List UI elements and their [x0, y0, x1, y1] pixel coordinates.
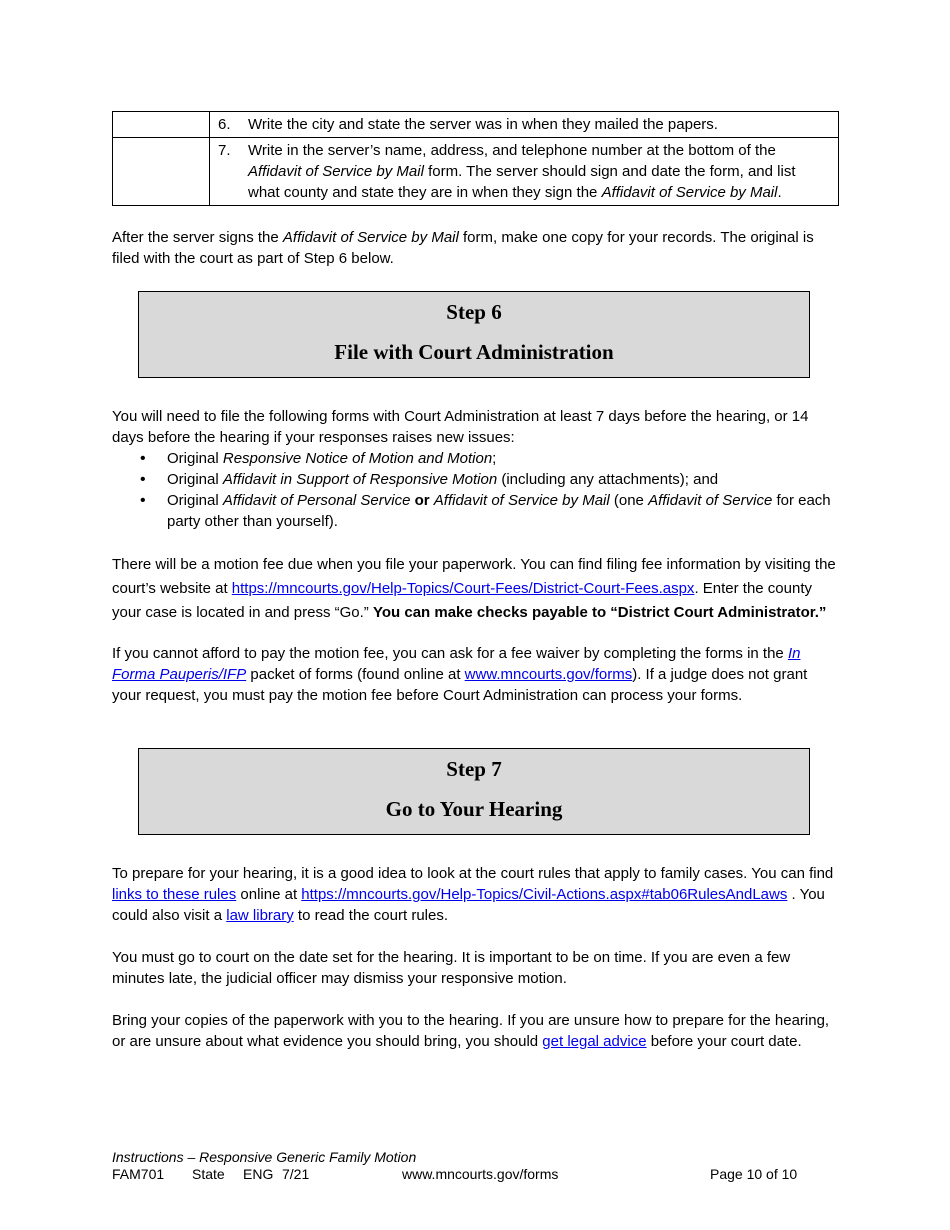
step6-heading-box: [138, 291, 810, 378]
footer-language: ENG: [243, 1166, 274, 1182]
footer-title: Instructions – Responsive Generic Family Motion: [112, 1149, 417, 1165]
fee-waiver-paragraph: If you cannot afford to pay the motion fee, you can ask for a fee waiver by completing the forms in the In Forma Pauperis/IFP packet of forms (found online at www.mncourts.gov/forms). If a judge does not grant your request, you must pay the motion fee before Court Administration can process your forms.: [112, 645, 808, 704]
instructions-table: [112, 111, 839, 206]
ifp-link[interactable]: In Forma Pauperis/IFP: [112, 645, 801, 683]
page-footer: [112, 1149, 839, 1183]
step7-number: Step 7: [446, 757, 502, 781]
table-row: [113, 138, 839, 206]
step7-heading-box: [138, 748, 810, 835]
law-library-link[interactable]: law library: [226, 907, 294, 924]
fee-paragraph: There will be a motion fee due when you file your paperwork. You can find filing fee information by visiting the court’s website at https://mncourts.gov/Help-Topics/Court-Fees/District-Court-Fees.aspx. Enter the county your case is located in and press “Go.” You can make checks payable to “District Court Administrator.”: [112, 556, 836, 621]
step6-title: File with Court Administration: [334, 340, 614, 364]
page-content: [112, 111, 839, 1052]
legal-advice-link[interactable]: get legal advice: [542, 1033, 647, 1050]
footer-page-number: Page 10 of 10: [710, 1166, 798, 1182]
bring-paperwork-paragraph: Bring your copies of the paperwork with you to the hearing. If you are unsure how to prepare for the hearing, or are unsure about what evidence you should bring, you should get legal advice before your court date.: [112, 1012, 830, 1050]
step-text: Write in the server’s name, address, and telephone number at the bottom of the Affidavit of Service by Mail form. The server should sign and date the form, and list what county and state they are in when they sign the Affidavit of Service by Mail.: [248, 142, 796, 201]
step-number: 6.: [218, 116, 231, 133]
court-fees-link[interactable]: https://mncourts.gov/Help-Topics/Court-Fees/District-Court-Fees.aspx: [231, 580, 695, 597]
rules-link[interactable]: links to these rules: [112, 886, 237, 903]
prepare-paragraph: To prepare for your hearing, it is a good idea to look at the court rules that apply to family cases. You can find links to these rules online at https://mncourts.gov/Help-Topics/Civil-Actions.aspx#tab06RulesAndLaws . You could also visit a law library to read the court rules.: [112, 865, 834, 924]
step6-number: Step 6: [446, 300, 502, 324]
forms-list: [112, 448, 839, 532]
footer-date: 7/21: [282, 1166, 310, 1182]
file-intro-paragraph: You will need to file the following forms with Court Administration at least 7 days before the hearing, or 14 days before the hearing if your responses raises new issues:: [112, 408, 809, 446]
footer-form-number: FAM701: [112, 1166, 165, 1182]
footer-url: www.mncourts.gov/forms: [402, 1166, 559, 1182]
go-to-court-paragraph: You must go to court on the date set for the hearing. It is important to be on time. If you are even a few minutes late, the judicial officer may dismiss your responsive motion.: [112, 949, 791, 987]
civil-actions-link[interactable]: https://mncourts.gov/Help-Topics/Civil-Actions.aspx#tab06RulesAndLaws: [301, 886, 788, 903]
footer-state: State: [192, 1166, 225, 1182]
step7-title: Go to Your Hearing: [385, 797, 563, 821]
forms-link[interactable]: www.mncourts.gov/forms: [464, 666, 633, 683]
after-server-paragraph: After the server signs the Affidavit of Service by Mail form, make one copy for your records. The original is filed with the court as part of Step 6 below.: [112, 229, 814, 267]
list-item: • Original Responsive Notice of Motion and Motion;: [112, 448, 839, 469]
list-item: • Original Affidavit in Support of Responsive Motion (including any attachments); and: [112, 469, 839, 490]
step-number: 7.: [218, 142, 231, 159]
step-text: Write the city and state the server was in when they mailed the papers.: [248, 116, 718, 133]
table-row: [113, 112, 839, 138]
list-item: • Original Affidavit of Personal Service or Affidavit of Service by Mail (one Affidavit of Service for each party other than yourself).: [112, 490, 839, 532]
